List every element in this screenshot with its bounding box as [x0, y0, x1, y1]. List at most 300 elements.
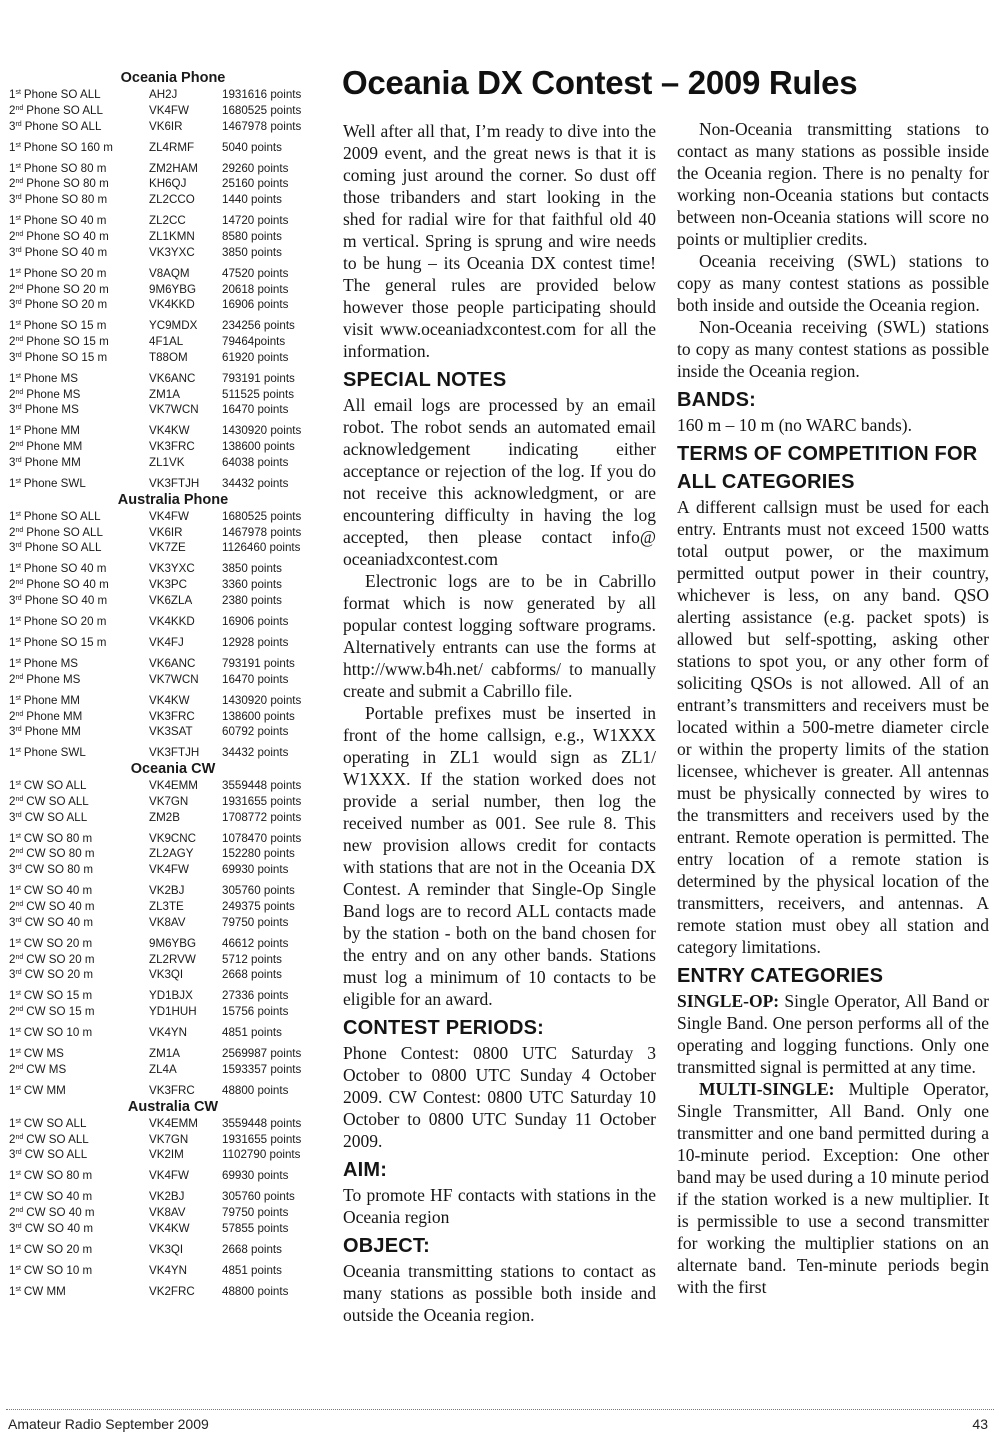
result-place: 1 [9, 88, 16, 101]
entry-categories-heading: ENTRY CATEGORIES [677, 965, 884, 987]
result-place-suffix: rd [15, 299, 22, 307]
result-callsign: KH6QJ [149, 177, 187, 191]
result-place: 1 [9, 936, 16, 950]
result-row [8, 1116, 330, 1132]
result-place-suffix: rd [15, 1222, 22, 1230]
single-op-text: Single Operator, All Band or Single Band. One person performs all of the operating and logging functions. Only one transmitted signal is permitted at any time. [677, 991, 989, 1077]
result-place: 2 [9, 282, 16, 296]
result-category-label: Phone MS [24, 403, 79, 417]
result-category-label: Phone MS [26, 387, 81, 401]
result-points: 138600 points [222, 440, 295, 454]
result-category-label: Phone SO 20 m [23, 266, 107, 280]
result-callsign: VK2IM [149, 1148, 184, 1162]
result-callsign: VK2FRC [149, 1284, 195, 1298]
result-place: 1 [9, 746, 16, 760]
result-place-suffix: st [15, 990, 21, 998]
result-points: 249375 points [222, 900, 295, 914]
result-row [8, 883, 330, 899]
result-place: 3 [9, 915, 16, 929]
multi-single-text: Multiple Operator, Single Transmitter, All Band. Only one transmitter and one band permitted during a 10-minute period. Exception: One other band may be used during a 10 minute period if the station worked is a new multiplier. It is permissible to use a second transmitter for working the multiplier stations on an alternate band. Ten-minute periods begin with the first [677, 1079, 990, 1297]
result-row [8, 810, 330, 826]
result-category-label: CW SO 20 m [26, 952, 95, 966]
result-place-suffix: rd [15, 457, 22, 465]
result-callsign: ZM1A [149, 1047, 180, 1061]
result-callsign: VK7GN [149, 794, 189, 808]
result-place-suffix: rd [15, 595, 22, 602]
result-place: 1 [9, 371, 16, 385]
result-callsign: VK4KW [149, 693, 190, 707]
result-place: 1 [9, 831, 16, 845]
result-place-suffix: rd [15, 120, 22, 128]
result-points: 3360 points [222, 578, 282, 592]
article-column-right [677, 118, 989, 1298]
result-category-label: CW SO 40 m [26, 900, 95, 914]
result-category-label: CW SO ALL [24, 810, 88, 824]
result-place: 1 [9, 1190, 16, 1204]
result-place: 3 [9, 810, 16, 824]
result-category-label: Phone MM [23, 693, 80, 707]
result-place-suffix: st [15, 636, 21, 644]
result-category [9, 899, 95, 915]
result-category [9, 593, 107, 609]
result-row [8, 1132, 330, 1148]
result-category [9, 577, 109, 593]
result-category [9, 103, 103, 119]
result-callsign: VK4FW [149, 1169, 189, 1183]
result-points: 3559448 points [222, 779, 302, 793]
result-points: 2668 points [222, 1242, 282, 1256]
result-points: 8580 points [222, 229, 282, 243]
result-place: 1 [9, 693, 16, 707]
result-points: 29260 points [222, 161, 289, 175]
result-category [9, 656, 78, 672]
result-category [9, 1221, 93, 1237]
result-category-label: Phone SO ALL [26, 103, 103, 117]
result-place: 3 [9, 594, 16, 607]
result-callsign: ZM1A [149, 387, 180, 401]
result-category-label: Phone SO 20 m [24, 298, 108, 312]
result-category [9, 371, 78, 387]
result-place-suffix: st [15, 1117, 21, 1125]
result-points: 79750 points [222, 915, 289, 929]
result-place-suffix: st [15, 832, 21, 840]
result-row [8, 672, 330, 688]
result-place: 1 [9, 1263, 16, 1277]
result-category-label: Phone MM [24, 456, 81, 470]
result-place-suffix: rd [15, 969, 22, 977]
result-callsign: VK4KKD [149, 614, 195, 628]
result-category [9, 1132, 89, 1148]
result-category [9, 862, 93, 878]
result-points: 48800 points [222, 1083, 289, 1097]
result-place: 1 [9, 424, 16, 438]
special-notes-paragraph-1: All email logs are processed by an email robot. The robot sends an automated email acknowledgement indicating either acceptance or rejection of the log. If you do not receive this acknowledgment, or are encountering difficulty in having the log accepted, then please contact info@ oceaniadxcontest.com [343, 395, 656, 569]
result-category-label: Phone SO 20 m [23, 614, 107, 628]
result-category-label: CW SO ALL [26, 794, 89, 808]
result-row [8, 439, 330, 455]
result-category [9, 952, 95, 968]
single-op-paragraph [677, 990, 989, 1078]
result-row [8, 176, 330, 192]
result-row [8, 614, 330, 630]
result-callsign: VK4EMM [149, 1116, 198, 1130]
result-points: 1440 points [222, 193, 282, 207]
result-category [9, 709, 82, 725]
result-callsign: VK7GN [149, 1132, 189, 1146]
result-place: 1 [9, 319, 16, 333]
result-row [8, 899, 330, 915]
result-points: 5712 points [222, 952, 282, 966]
result-place-suffix: nd [15, 848, 24, 856]
result-category-label: CW SO ALL [26, 1132, 89, 1146]
result-row [8, 229, 330, 245]
contest-periods-paragraph: Phone Contest: 0800 UTC Saturday 3 October to 0800 UTC Sunday 4 October 2009. CW Contest: 0800 UTC Saturday 10 October to 0800 UTC Sunday 11 October 2009. [343, 1043, 656, 1151]
result-category [9, 915, 93, 931]
result-category-label: CW SO 40 m [24, 915, 93, 929]
result-category [9, 561, 106, 577]
result-points: 16470 points [222, 672, 289, 686]
result-category-label: CW SO 80 m [23, 831, 93, 845]
result-row [8, 593, 330, 609]
result-place-suffix: st [15, 1285, 21, 1293]
result-place: 1 [9, 635, 16, 649]
special-notes-paragraph-2: Electronic logs are to be in Cabrillo format which is now generated by all popular contest logging software programs. Alternatively entrants can use the forms at http://www.b4h.net/ cabforms/ to manually create and submit a Cabrillo file. [343, 571, 656, 701]
result-points: 57855 points [222, 1221, 289, 1235]
result-points: 14720 points [222, 214, 289, 228]
result-category-label: CW SO 10 m [23, 1026, 93, 1040]
result-place: 3 [9, 119, 16, 133]
result-points: 1430920 points [222, 693, 302, 707]
result-place-suffix: nd [15, 336, 24, 344]
result-points: 138600 points [222, 709, 295, 723]
result-row [8, 952, 330, 968]
result-category [9, 229, 109, 245]
result-place-suffix: nd [15, 795, 24, 803]
result-points: 1931655 points [222, 1132, 302, 1146]
result-place: 1 [9, 1083, 16, 1097]
result-callsign: AH2J [149, 88, 178, 101]
result-place: 2 [9, 952, 16, 966]
result-place-suffix: nd [15, 673, 24, 681]
result-place: 1 [9, 214, 16, 228]
result-row [8, 1062, 330, 1078]
result-place-suffix: nd [15, 901, 24, 909]
result-points: 793191 points [222, 656, 295, 670]
result-category-label: Phone SO 40 m [26, 229, 109, 243]
result-callsign: VK6ZLA [149, 594, 193, 607]
result-place: 2 [9, 578, 16, 592]
result-callsign: VK7ZE [149, 541, 186, 555]
result-place: 1 [9, 562, 16, 576]
result-callsign: VK4KKD [149, 298, 195, 312]
result-place-suffix: st [15, 372, 21, 380]
result-place-suffix: nd [15, 388, 24, 396]
result-row [8, 693, 330, 709]
result-points: 79750 points [222, 1206, 289, 1220]
result-category-label: Phone SO 20 m [26, 282, 109, 296]
result-callsign: ZL4RMF [149, 140, 195, 154]
result-row [8, 1242, 330, 1258]
result-callsign: VK7WCN [149, 672, 199, 686]
result-row [8, 988, 330, 1004]
result-row [8, 476, 330, 492]
result-category [9, 1189, 92, 1205]
object-paragraph-2: Non-Oceania transmitting stations to contact as many stations as possible inside the Oceania region. There is no penalty for working non-Oceania stations but contacts between non-Oceania stations will score no points or multiplier credits. [677, 119, 989, 249]
result-points: 16906 points [222, 298, 289, 312]
result-place-suffix: nd [15, 953, 24, 961]
result-row [8, 831, 330, 847]
result-category-label: Phone SO 80 m [23, 161, 107, 175]
result-category-label: Phone MS [23, 371, 79, 385]
result-category [9, 192, 107, 208]
result-category-label: Phone MM [26, 709, 83, 723]
result-row [8, 192, 330, 208]
result-row [8, 213, 330, 229]
result-place-suffix: st [15, 267, 21, 275]
result-place: 3 [9, 245, 16, 259]
result-category [9, 936, 92, 952]
result-place-suffix: rd [15, 246, 22, 254]
result-category-label: CW SO 40 m [24, 1221, 93, 1235]
result-place-suffix: st [15, 1170, 21, 1178]
result-callsign: VK6ANC [149, 656, 196, 670]
result-points: 34432 points [222, 746, 289, 760]
result-category-label: Phone SO 160 m [23, 140, 113, 154]
result-callsign: VK4FW [149, 509, 189, 523]
result-category [9, 1205, 95, 1221]
result-category-label: Phone MS [26, 672, 81, 686]
result-category-label: Phone SO ALL [26, 525, 103, 539]
result-points: 305760 points [222, 1190, 295, 1204]
result-callsign: VK3FTJH [149, 746, 200, 760]
result-place-suffix: st [15, 1048, 21, 1056]
result-category [9, 883, 92, 899]
results-section-title: Oceania CW [130, 761, 216, 778]
result-place: 2 [9, 1062, 16, 1076]
result-category-label: Phone SO 15 m [23, 635, 107, 649]
result-points: 5040 points [222, 140, 282, 154]
result-category [9, 1263, 92, 1279]
result-category-label: CW SO 40 m [23, 884, 93, 898]
result-category [9, 334, 109, 350]
result-category-label: Phone SO 40 m [26, 578, 109, 592]
result-category-label: Phone SO ALL [23, 88, 101, 101]
result-category [9, 810, 87, 826]
result-place: 1 [9, 509, 16, 523]
result-row [8, 334, 330, 350]
result-place: 2 [9, 1206, 16, 1220]
result-callsign: VK4KW [149, 424, 190, 438]
result-place: 2 [9, 335, 16, 349]
result-place-suffix: nd [15, 178, 24, 186]
result-category [9, 423, 80, 439]
result-callsign: VK4FW [149, 863, 189, 877]
result-callsign: ZM2HAM [149, 161, 198, 175]
result-place-suffix: st [15, 1243, 21, 1251]
result-place: 1 [9, 1284, 16, 1298]
result-row [8, 967, 330, 983]
result-place: 1 [9, 1116, 16, 1130]
result-place-suffix: st [15, 1027, 21, 1035]
result-callsign: ZL2AGY [149, 847, 194, 861]
result-category-label: Phone SO 80 m [24, 193, 108, 207]
result-place: 1 [9, 989, 16, 1003]
result-category [9, 245, 107, 261]
result-category-label: Phone SO 15 m [26, 335, 109, 349]
result-category [9, 1284, 66, 1300]
result-callsign: VK3FTJH [149, 477, 200, 491]
result-category [9, 1025, 92, 1041]
result-category [9, 1168, 92, 1184]
result-category [9, 635, 106, 651]
result-row [8, 1284, 330, 1300]
result-callsign: VK3QI [149, 1242, 184, 1256]
result-row [8, 862, 330, 878]
result-points: 69930 points [222, 863, 289, 877]
result-category [9, 724, 81, 740]
result-points: 1467978 points [222, 525, 302, 539]
result-points: 1931655 points [222, 794, 302, 808]
result-category-label: Phone SO 40 m [23, 214, 107, 228]
result-row [8, 103, 330, 119]
result-row [8, 1046, 330, 1062]
result-points: 1102790 points [222, 1148, 301, 1162]
result-category [9, 176, 109, 192]
result-row [8, 1083, 330, 1099]
result-place: 1 [9, 1242, 16, 1256]
result-row [8, 1221, 330, 1237]
footer-rule [6, 1409, 994, 1410]
result-category-label: CW SO 40 m [26, 1206, 95, 1220]
object-paragraph-1: Oceania transmitting stations to contact as many stations as possible both inside and outside the Oceania region. [343, 1261, 656, 1325]
result-callsign: VK3PC [149, 578, 188, 592]
result-place-suffix: nd [15, 104, 24, 112]
result-place-suffix: st [15, 1264, 21, 1272]
result-callsign: VK4FW [149, 103, 189, 117]
result-category [9, 614, 106, 630]
result-place-suffix: st [15, 215, 21, 223]
result-row [8, 140, 330, 156]
result-place-suffix: st [15, 1191, 21, 1199]
result-place-suffix: st [15, 615, 21, 623]
result-points: 1680525 points [222, 103, 302, 117]
result-place-suffix: nd [15, 1006, 24, 1014]
results-section-title: Oceania Phone [120, 70, 226, 86]
bands-paragraph: 160 m – 10 m (no WARC bands). [677, 415, 912, 435]
result-points: 1593357 points [222, 1062, 302, 1076]
result-category [9, 988, 92, 1004]
result-category-label: Phone SO 80 m [26, 177, 109, 191]
result-category [9, 794, 89, 810]
result-place: 3 [9, 1221, 16, 1235]
result-row [8, 402, 330, 418]
result-row [8, 282, 330, 298]
result-place-suffix: st [15, 885, 21, 893]
result-place-suffix: nd [15, 1063, 24, 1071]
result-place: 2 [9, 709, 16, 723]
result-row [8, 709, 330, 725]
result-place-suffix: nd [15, 441, 24, 449]
result-callsign: ZL2RVW [149, 952, 196, 966]
result-place: 3 [9, 350, 16, 364]
result-category-label: Phone SO ALL [23, 509, 101, 523]
result-points: 234256 points [222, 319, 295, 333]
result-points: 16906 points [222, 614, 289, 628]
result-callsign: VK6IR [149, 525, 183, 539]
result-place-suffix: st [15, 425, 21, 433]
result-callsign: VK6ANC [149, 371, 196, 385]
result-callsign: VK2BJ [149, 1190, 185, 1204]
result-category-label: Phone SO 40 m [24, 594, 108, 607]
result-place-suffix: rd [15, 542, 22, 550]
result-callsign: ZL2CC [149, 214, 186, 228]
result-category [9, 693, 80, 709]
result-category-label: CW SO 15 m [26, 1005, 95, 1019]
result-category-label: Phone SO 40 m [24, 245, 108, 259]
multi-single-paragraph [677, 1078, 989, 1298]
result-category-label: CW SO ALL [23, 779, 87, 793]
result-place-suffix: st [15, 780, 21, 788]
result-category-label: CW SO 20 m [23, 1242, 93, 1256]
result-row [8, 387, 330, 403]
result-category [9, 1046, 64, 1062]
result-category [9, 1147, 87, 1163]
result-place: 3 [9, 456, 16, 470]
result-callsign: V8AQM [149, 266, 190, 280]
result-category-label: Phone SWL [23, 477, 86, 491]
result-place-suffix: nd [15, 283, 24, 291]
result-category-label: CW MM [23, 1284, 66, 1298]
intro-paragraph: Well after all that, I’m ready to dive into the 2009 event, and the great news is that it is coming just around the corner. So dust off those tribanders and start looking in the shed for radial wire for that faithful old 40 m vertical. Spring is sprung and wire needs to be hung – its Oceania DX contest time! The general rules are provided below however those people participating should visit www.oceaniadxcontest.com for all the information. [343, 121, 656, 361]
result-row [8, 936, 330, 952]
result-category-label: CW SO 20 m [23, 936, 93, 950]
result-category-label: Phone SO ALL [24, 541, 102, 555]
result-place-suffix: st [15, 657, 21, 665]
aim-heading: AIM: [343, 1159, 388, 1181]
result-place: 1 [9, 779, 16, 793]
result-category-label: CW MM [23, 1083, 66, 1097]
result-category [9, 266, 106, 282]
result-place-suffix: nd [15, 710, 24, 718]
result-callsign: VK4FJ [149, 635, 184, 649]
result-points: 16470 points [222, 403, 289, 417]
result-place: 2 [9, 847, 16, 861]
result-category [9, 161, 106, 177]
result-callsign: VK3SAT [149, 725, 193, 739]
bands-heading: BANDS: [677, 389, 756, 411]
result-place-suffix: st [15, 320, 21, 328]
result-place: 3 [9, 1148, 16, 1162]
result-place-suffix: st [15, 563, 21, 571]
result-points: 1708772 points [222, 810, 302, 824]
result-place: 3 [9, 968, 16, 982]
result-category-label: CW SO 80 m [23, 1169, 93, 1183]
special-notes-heading: SPECIAL NOTES [343, 369, 507, 391]
result-category-label: Phone MM [24, 725, 81, 739]
result-points: 3559448 points [222, 1116, 302, 1130]
result-row [8, 724, 330, 740]
result-place: 3 [9, 298, 16, 312]
result-row [8, 1263, 330, 1279]
result-place: 2 [9, 1132, 16, 1146]
result-row [8, 778, 330, 794]
result-place-suffix: nd [15, 579, 24, 587]
result-callsign: VK3YXC [149, 562, 195, 576]
result-row [8, 846, 330, 862]
result-callsign: 9M6YBG [149, 936, 197, 950]
result-place-suffix: st [15, 510, 21, 518]
result-place-suffix: st [15, 478, 21, 486]
